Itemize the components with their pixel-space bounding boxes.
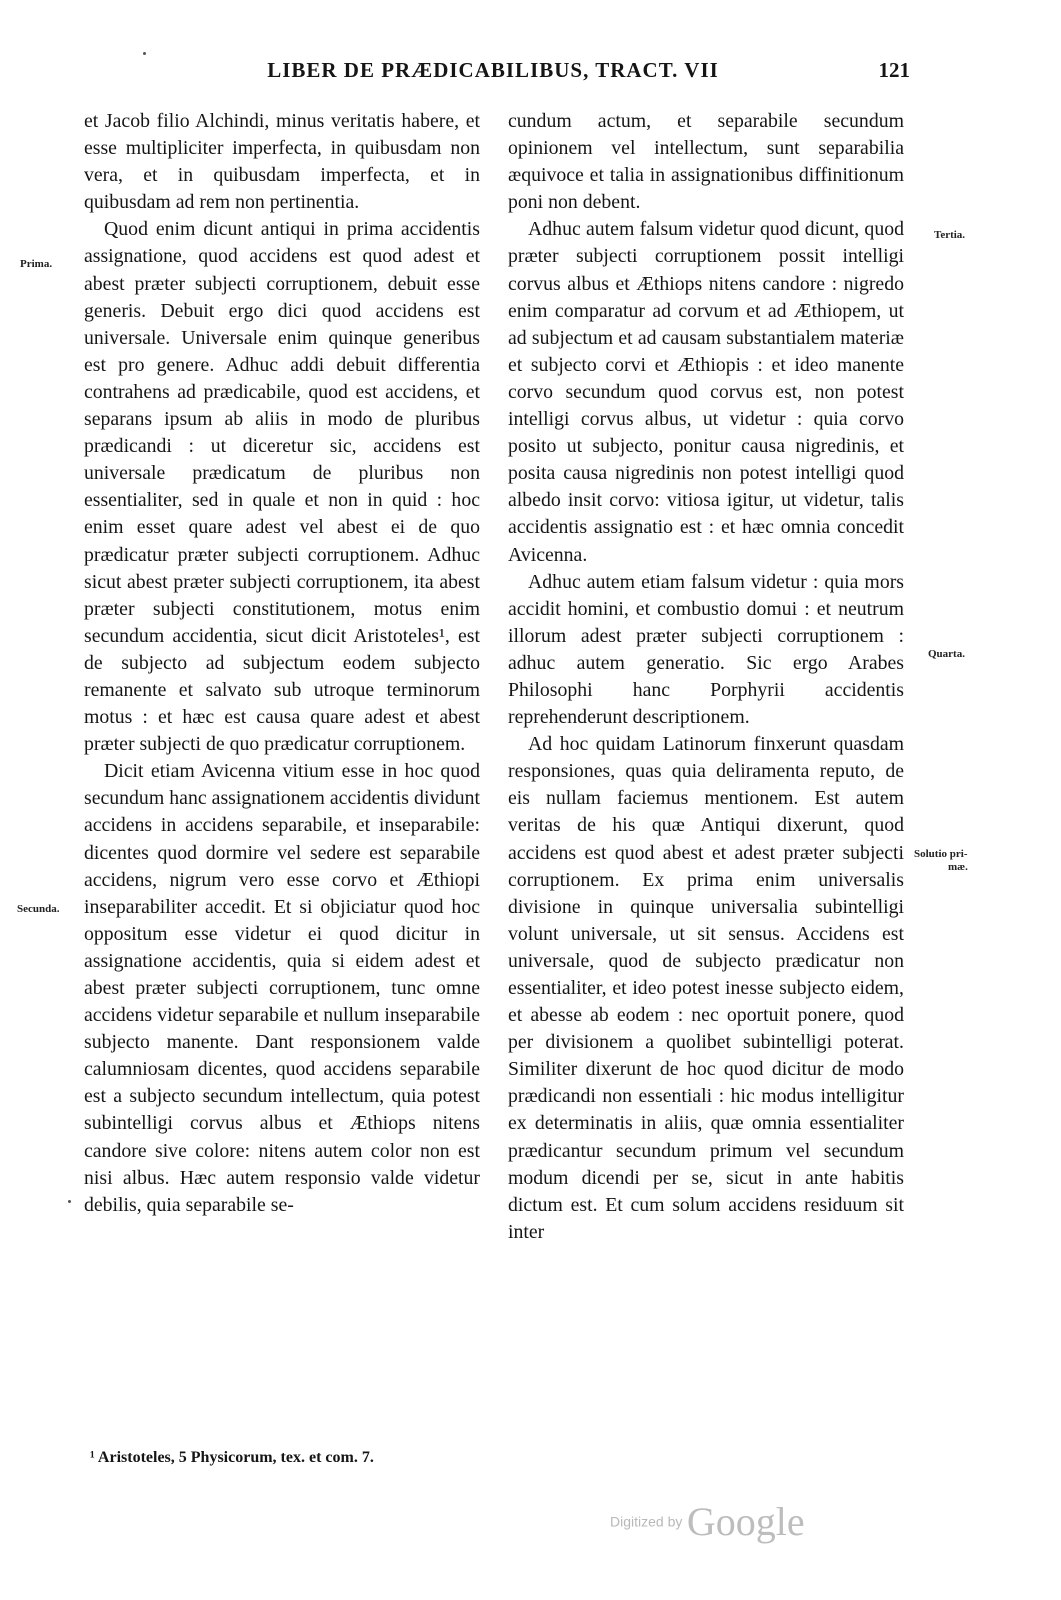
watermark-prefix: Digitized by (610, 1513, 683, 1530)
page-number: 121 (878, 58, 910, 82)
paragraph: cundum actum, et separabile secundum opinionem vel intellectum, sunt separabilia æquivoce et talia in assignationibus diffinitionum poni non debent. (508, 110, 904, 214)
paragraph: Quod enim dicunt antiqui in prima accidentis assignatione, quod accidens est quod adest et abest præter subjecti corruptionem, debuit esse generis. Debuit ergo dici quod accidens est universale. Universale enim quinque generibus est pro genere. Adhuc addi debuit differentia contrahens ad prædicabile, quod est accidens, et separans ipsum ab aliis in modo de pluribus prædicandi : ut diceretur sic, accidens est universale prædicatum de pluribus non essentialiter, sed in quale et non in quid : hoc enim esset quare adest vel abest ei de quo prædicatur præter subjecti corruptionem. Adhuc sicut abest præter subjecti corruptionem, ita abest præter subjecti constitutionem, motus enim secundum accidentia, sicut dicit Aristoteles¹, est de subjecto ad subjectum eodem subjecto remanente et salvato sub utroque terminorum motus : et hæc est causa quare adest et abest præter subjecti de quo prædicatur corruptionem. (84, 218, 480, 756)
margin-note-solutio-line2: mæ. (948, 861, 968, 873)
left-column (84, 108, 480, 1219)
paragraph: Ad hoc quidam Latinorum finxerunt quasdam responsiones, quas quia deliramenta reputo, de eis nullam faciemus mentionem. Est autem veritas de his quæ Antiqui dixerunt, quod accidens est quod abest et adest præter subjecti corruptionem. Ex prima enim universalis divisione in quinque universalia subintelligi volunt universale, ut sit sensus. Accidens est universale, quod de subjecto prædicatur non essentialiter, et ideo potest inesse subjecto eidem, et abesse ab eodem : nec oportuit ponere, quod per divisionem a quolibet subintelligi poterat. Similiter dixerunt de hoc quod dicitur de modo prædicandi non essentiali : hic modus intelligitur ex determinatis in aliis, quæ omnia essentialiter prædicantur secundum primum vel secundum modum dicendi per se, sicut in ante habitis dictum est. Et cum solum accidens residuum sit inter (508, 733, 904, 1243)
margin-note-solutio (914, 848, 968, 874)
right-column (508, 108, 904, 1246)
margin-note-solutio-line1: Solutio pri- (914, 848, 968, 860)
margin-note-prima: Prima. (20, 258, 53, 270)
margin-note-quarta: Quarta. (928, 648, 965, 660)
margin-note-secunda: Secunda. (17, 903, 60, 915)
paragraph: Adhuc autem falsum videtur quod dicunt, quod præter subjecti corruptionem possit intelligi corvus albus et Æthiops nitens candore : nigredo enim comparatur ad corvum et ad Æthiopem, ut ad subjectum et ad causam substantialem materiæ et subjecto corvi et Æthiopis : et ideo manente corvo secundum quod corvus est, non potest intelligi corvus albus, ut videtur : quia corvo posito ut subjecto, ponitur causa nigredinis, et posita causa nigredinis non potest intelligi quod albedo insit corvo: vitiosa igitur, ut videtur, talis accidentis assignatio est : et hæc omnia concedit Avicenna. (508, 218, 904, 566)
paragraph: Dicit etiam Avicenna vitium esse in hoc quod secundum hanc assignationem accidentis dividunt accidens in accidens separabile, et inseparabile: dicentes quod dormire vel sedere est separabile accidens, nigrum vero esse corvo et Æthiopi inseparabiliter accedit. Et si objiciatur quod hoc oppositum esse videtur ei quod dicitur in assignatione accidentis, quia si eidem adest et abest præter subjecti corruptionem, tunc omne accidens videtur separabile et nullum inseparabile subjecto manente. Dant responsionem valde calumniosam dicentes, quod accidens separabile est a subjecto secundum intellectum, quia potest subintelligi corvus albus et Æthiops nitens candore sive colore: nitens autem color non est nisi albus. Hæc autem responsio valde videtur debilis, quia separabile se- (84, 760, 480, 1216)
ink-speck (68, 1200, 71, 1203)
paragraph: Adhuc autem etiam falsum videtur : quia mors accidit homini, et combustio domui : et neutrum illorum adest præter subjecti corruptionem : adhuc autem generatio. Sic ergo Arabes Philosophi hanc Porphyrii accidentis reprehenderunt descriptionem. (508, 570, 904, 729)
running-head: LIBER DE PRÆDICABILIBUS, TRACT. VII (267, 58, 719, 82)
ink-speck (143, 52, 146, 55)
footnote: ¹ Aristoteles, 5 Physicorum, tex. et com. 7. (90, 1449, 374, 1466)
paragraph: et Jacob filio Alchindi, minus veritatis habere, et esse multipliciter imperfecta, in quibusdam non vera, et in quibusdam imperfecta, et in quibusdam ad rem non pertinentia. (84, 110, 480, 214)
digitized-watermark (610, 1498, 805, 1545)
google-logo: Google (686, 1499, 805, 1544)
margin-note-tertia: Tertia. (934, 229, 966, 241)
